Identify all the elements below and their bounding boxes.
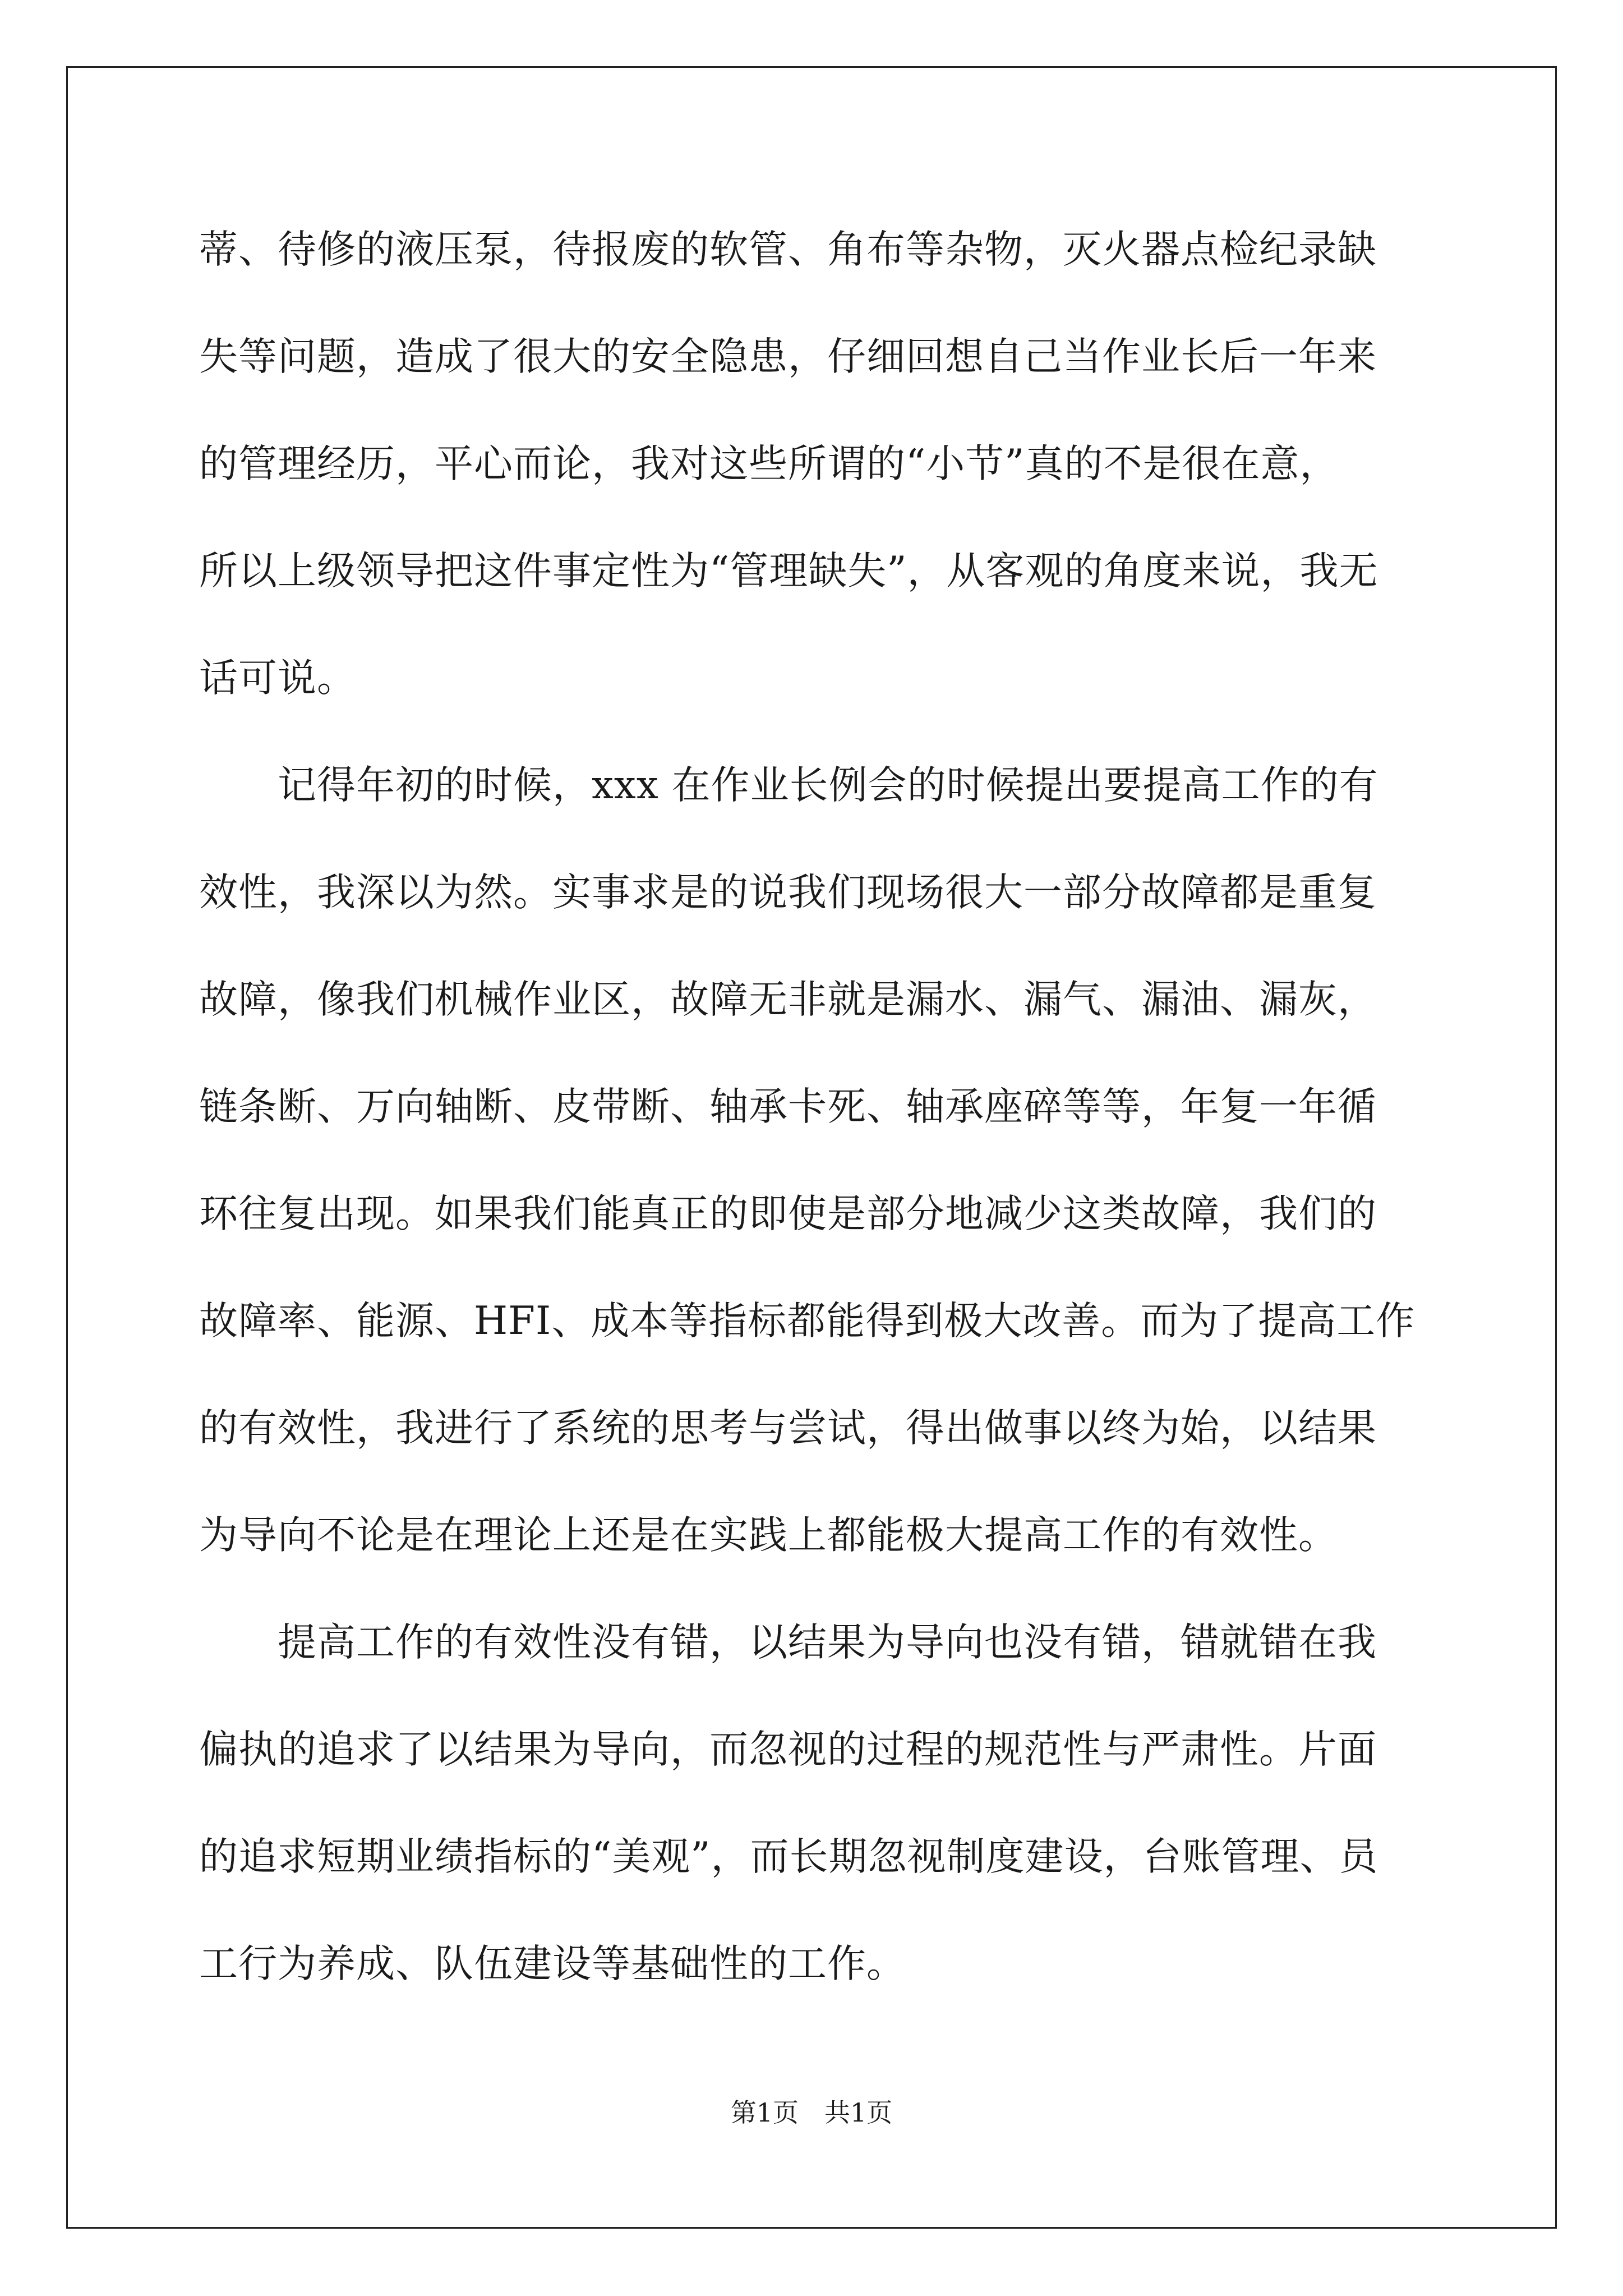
text-line: 话可说。 xyxy=(199,656,356,701)
text-line: 环往复出现。如果我们能真正的即使是部分地减少这类故障，我们的 xyxy=(199,1191,1377,1236)
text-line: 为导向不论是在理论上还是在实践上都能极大提高工作的有效性。 xyxy=(199,1513,1338,1558)
text-line: 的有效性，我进行了系统的思考与尝试，得出做事以终为始，以结果 xyxy=(199,1406,1377,1451)
text-line: 的管理经历，平心而论，我对这些所谓的“小节”真的不是很在意， xyxy=(199,441,1339,486)
paragraph-first-line: 提高工作的有效性没有错，以结果为导向也没有错，错就错在我 xyxy=(278,1620,1377,1665)
paragraph-first-line: 记得年初的时候，xxx 在作业长例会的时候提出要提高工作的有 xyxy=(278,763,1378,808)
text-line: 的追求短期业绩指标的“美观”，而长期忽视制度建设，台账管理、员 xyxy=(199,1834,1378,1879)
page-number-footer: 第1页 共1页 xyxy=(730,2097,893,2128)
document-body xyxy=(199,216,1424,2037)
text-line: 失等问题，造成了很大的安全隐患，仔细回想自己当作业长后一年来 xyxy=(199,334,1377,379)
text-line: 故障率、能源、HFI、成本等指标都能得到极大改善。而为了提高工作 xyxy=(199,1299,1415,1343)
text-line: 工行为养成、队伍建设等基础性的工作。 xyxy=(199,1941,906,1986)
text-line: 蒂、待修的液压泵，待报废的软管、角布等杂物，灭火器点检纪录缺 xyxy=(199,227,1377,272)
text-line: 故障，像我们机械作业区，故障无非就是漏水、漏气、漏油、漏灰， xyxy=(199,977,1377,1022)
text-line: 偏执的追求了以结果为导向，而忽视的过程的规范性与严肃性。片面 xyxy=(199,1727,1377,1772)
text-line: 效性，我深以为然。实事求是的说我们现场很大一部分故障都是重复 xyxy=(199,870,1377,915)
text-line: 链条断、万向轴断、皮带断、轴承卡死、轴承座碎等等，年复一年循 xyxy=(199,1084,1377,1129)
text-line: 所以上级领导把这件事定性为“管理缺失”，从客观的角度来说，我无 xyxy=(199,549,1378,593)
